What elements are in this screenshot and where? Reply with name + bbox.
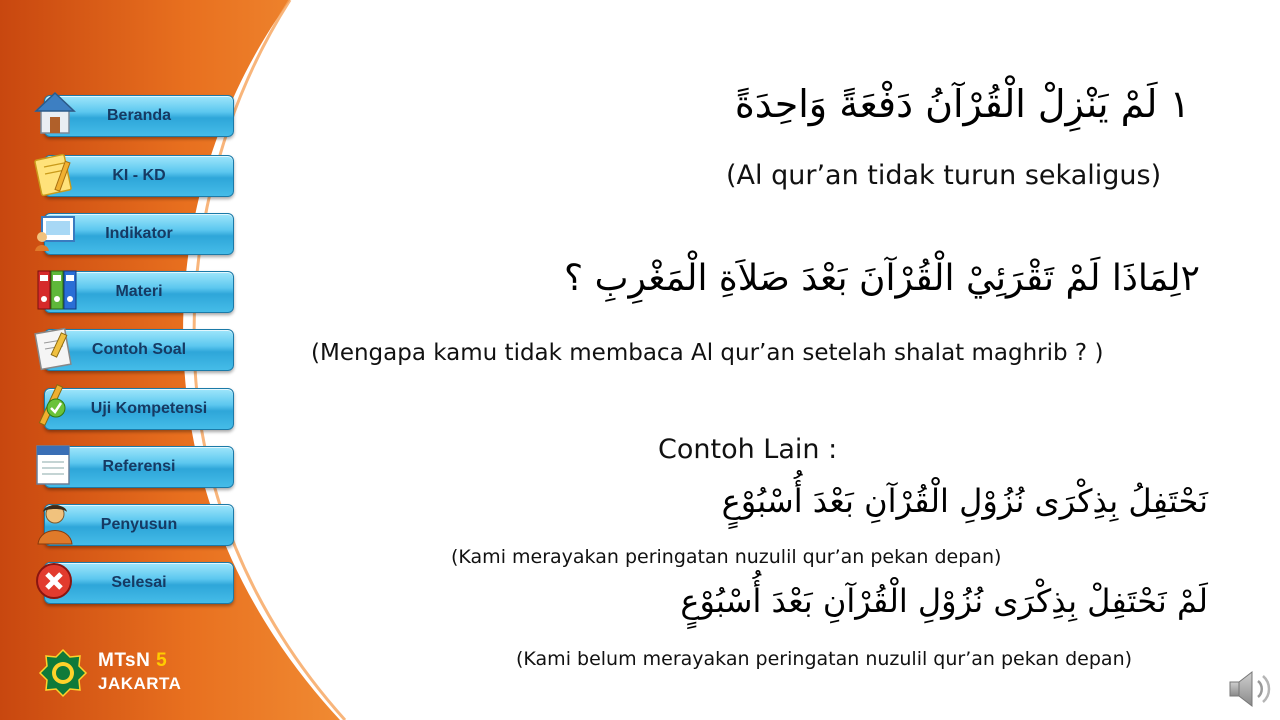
contoh-lain-heading: Contoh Lain : [658,434,838,465]
nav-selesai-button[interactable] [44,562,234,604]
speaker-icon[interactable] [1226,666,1276,712]
school-name [98,650,167,672]
nav-label: KI - KD [112,167,166,184]
nav-contoh-soal-button[interactable] [44,329,234,371]
example2-arabic: ٢لِمَاذَا لَمْ تَقْرَئِيْ الْقُرْآنَ بَعْدَ صَلاَةِ الْمَغْرِبِ ؟ [564,258,1200,299]
nav-label: Beranda [106,107,172,124]
nav-label: Uji Kompetensi [90,400,208,417]
example3-arabic: نَحْتَفِلُ بِذِكْرَى نُزُوْلِ الْقُرْآنِ بَعْدَ أُسْبُوْعٍ [721,482,1208,520]
nav-label: Selesai [111,574,167,591]
example4-arabic: لَمْ نَحْتَفِلْ بِذِكْرَى نُزُوْلِ الْقُرْآنِ بَعْدَ أُسْبُوْعٍ [680,582,1208,620]
school-name-part: MTsN [98,650,151,671]
nav-penyusun-button[interactable] [44,504,234,546]
home-icon [34,91,76,137]
nav-label: Materi [115,283,163,300]
school-number: 5 [156,650,168,671]
binders-icon [32,267,82,313]
nav-label: Contoh Soal [91,341,187,358]
nav-referensi-button[interactable] [44,446,234,488]
example4-translation: (Kami belum merayakan peringatan nuzulil qur’an pekan depan) [516,648,1133,670]
doc-file-icon [34,442,76,488]
notepad-icon [34,151,76,197]
nav-uji-kompetensi-button[interactable] [44,388,234,430]
nav-ki-kd-button[interactable] [44,155,234,197]
example1-arabic: ١ لَمْ يَنْزِلْ الْقُرْآنُ دَفْعَةً وَاحِدَةً [734,82,1190,126]
example3-translation: (Kami merayakan peringatan nuzulil qur’an pekan depan) [451,546,1002,568]
nav-label: Indikator [105,225,173,242]
document-pencil-icon [34,325,76,371]
close-icon [34,558,76,604]
person-icon [34,500,76,546]
nav-beranda-button[interactable] [44,95,234,137]
example1-translation: (Al qur’an tidak turun sekaligus) [726,160,1162,191]
nav-label: Penyusun [100,516,178,533]
nav-indikator-button[interactable] [44,213,234,255]
nav-materi-button[interactable] [44,271,234,313]
pencil-check-icon [34,384,76,430]
example2-translation: (Mengapa kamu tidak membaca Al qur’an setelah shalat maghrib ? ) [311,340,1104,366]
nav-label: Referensi [102,458,176,475]
presentation-icon [34,209,76,255]
school-logo [38,648,88,698]
school-city: JAKARTA [98,674,182,693]
